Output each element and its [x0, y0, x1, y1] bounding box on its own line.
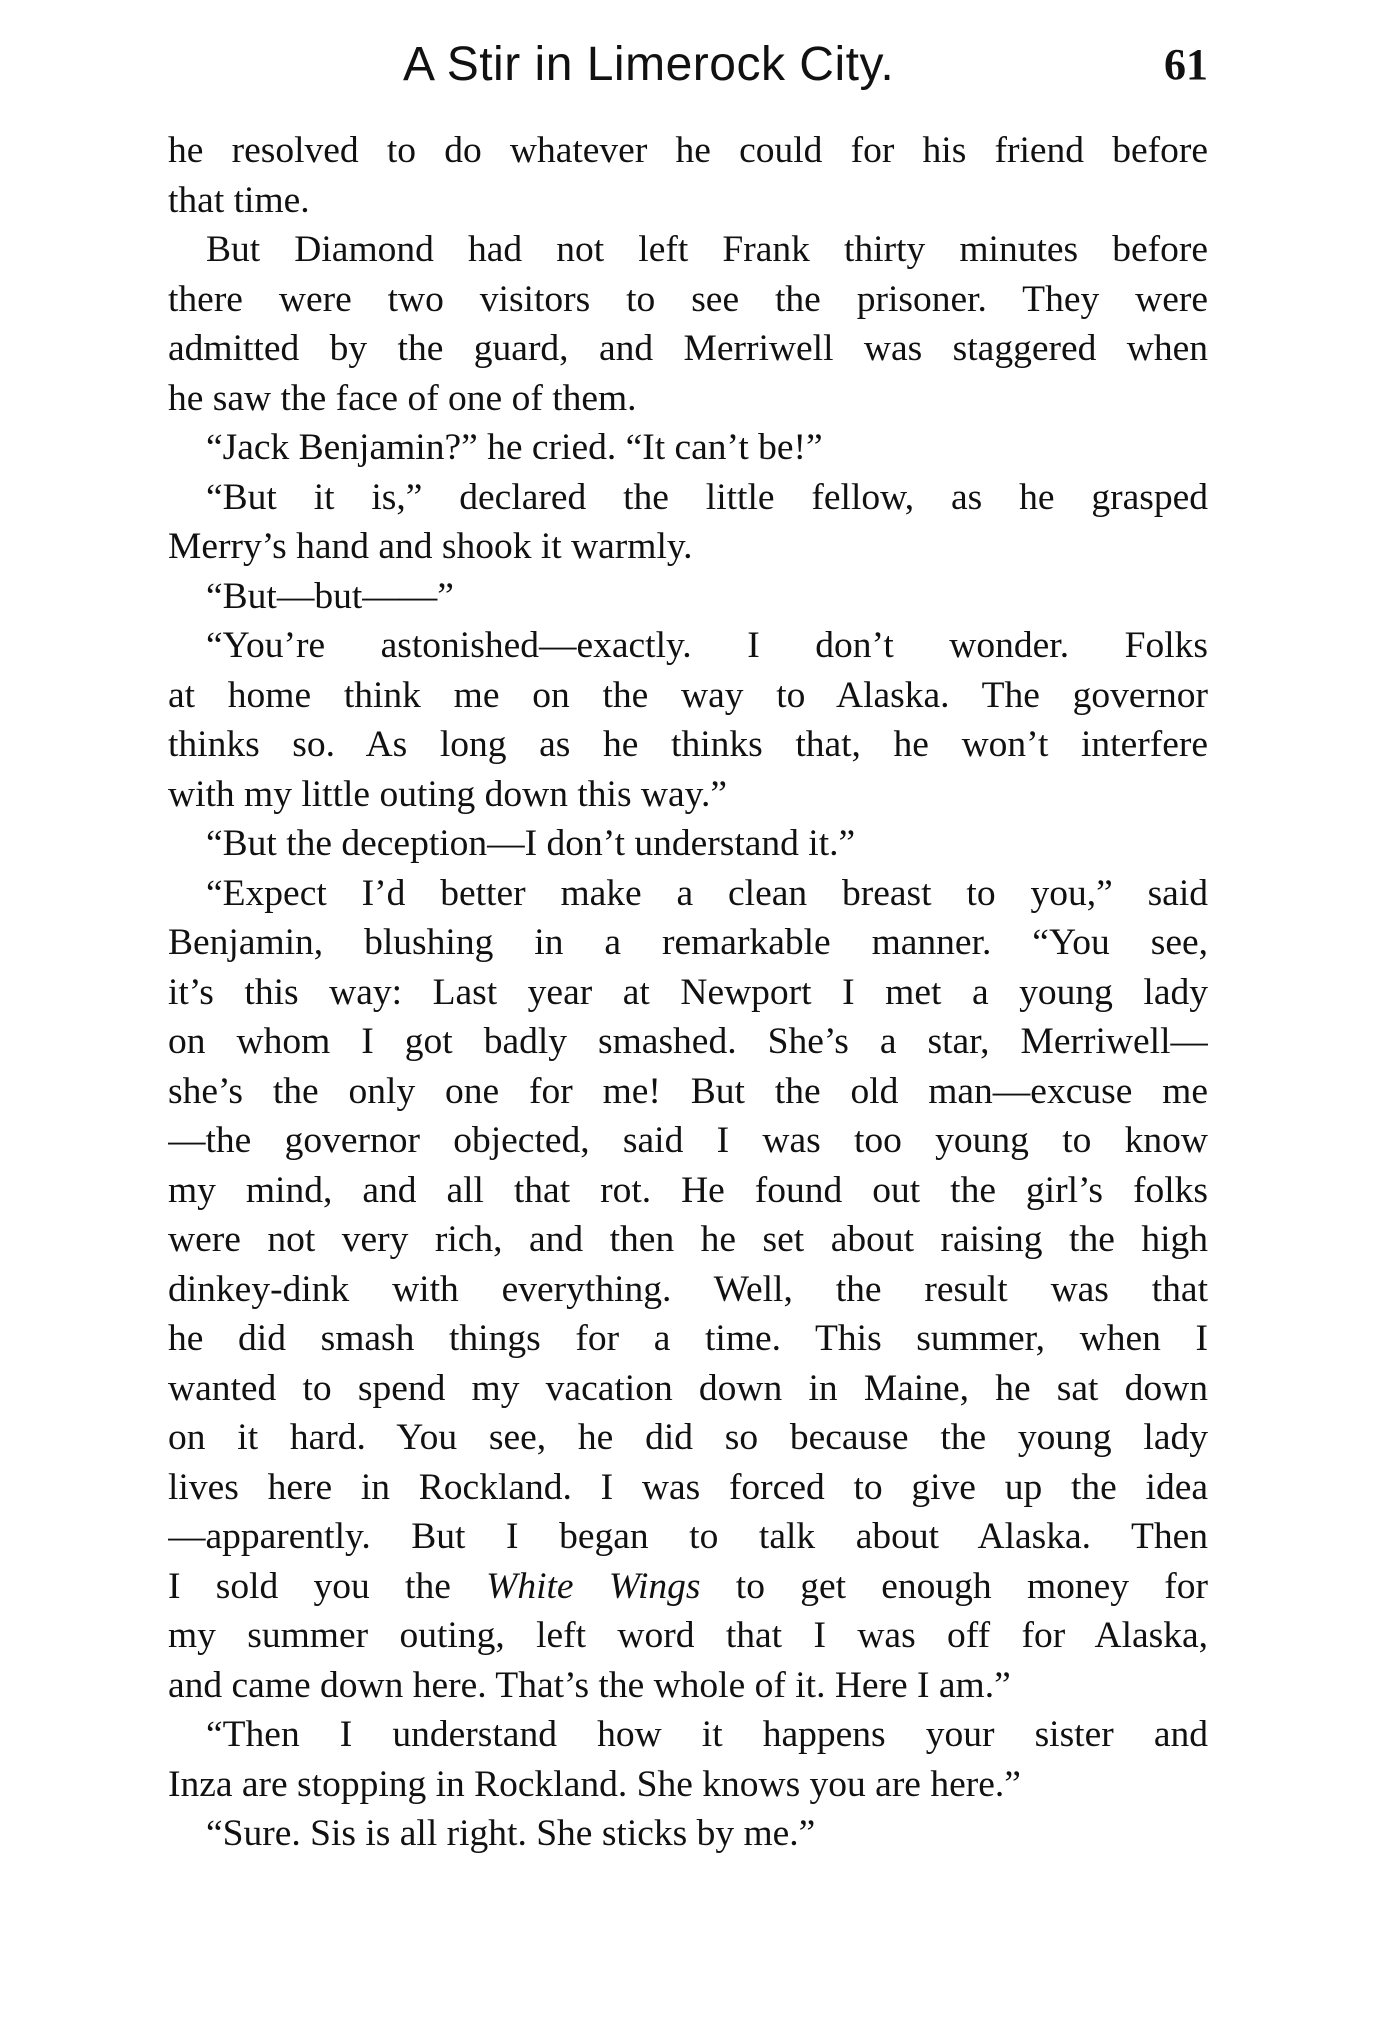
text-line: —apparently. But I began to talk about Alaska. Then [168, 1516, 1208, 1557]
text-line: that time. [168, 179, 310, 221]
paragraph-1 [168, 126, 1208, 225]
text-fragment: to get enough money for [700, 1565, 1208, 1607]
paragraph-2 [168, 225, 1208, 423]
text-line: Inza are stopping in Rockland. She knows you are here.” [168, 1763, 1021, 1805]
text-line: “But it is,” declared the little fellow, as he grasped [206, 476, 1208, 518]
text-line: “Then I understand how it happens your sister and [206, 1714, 1208, 1755]
text-line: thinks so. As long as he thinks that, he won’t interfere [168, 724, 1208, 765]
italic-boat-name: White Wings [486, 1565, 701, 1607]
text-line: it’s this way: Last year at Newport I met a young lady [168, 971, 1208, 1013]
text-line: But Diamond had not left Frank thirty minutes before [206, 229, 1208, 270]
text-line: dinkey-dink with everything. Well, the result was that [168, 1268, 1208, 1310]
text-line: —the governor objected, said I was too young to know [168, 1120, 1208, 1161]
paragraph-9 [168, 1710, 1208, 1809]
text-line: at home think me on the way to Alaska. The governor [168, 674, 1208, 716]
text-line: admitted by the guard, and Merriwell was staggered when [168, 328, 1208, 369]
text-fragment: I sold you the [168, 1565, 487, 1607]
paragraph-5 [168, 572, 1208, 622]
text-line-with-italic [168, 1562, 1208, 1612]
text-line: were not very rich, and then he set about raising the high [168, 1219, 1208, 1260]
text-line: my mind, and all that rot. He found out the girl’s folks [168, 1169, 1208, 1211]
text-line: he saw the face of one of them. [168, 377, 637, 419]
text-line: there were two visitors to see the prisoner. They were [168, 278, 1208, 320]
page-number: 61 [1164, 40, 1208, 89]
running-head [168, 30, 1208, 110]
paragraph-4 [168, 473, 1208, 572]
text-line: on it hard. You see, he did so because the young lady [168, 1417, 1208, 1458]
text-line: Benjamin, blushing in a remarkable manner. “You see, [168, 922, 1208, 963]
paragraph-10 [168, 1809, 1208, 1859]
text-line: my summer outing, left word that I was off for Alaska, [168, 1615, 1208, 1656]
text-line: wanted to spend my vacation down in Maine, he sat down [168, 1367, 1208, 1409]
paragraph-8 [168, 869, 1208, 1711]
text-line: “But—but——” [206, 575, 454, 617]
text-line: he resolved to do whatever he could for his friend before [168, 130, 1208, 171]
text-line: he did smash things for a time. This summer, when I [168, 1318, 1208, 1359]
text-line: she’s the only one for me! But the old man—excuse me [168, 1070, 1208, 1112]
text-line: Merry’s hand and shook it warmly. [168, 526, 693, 567]
text-line: with my little outing down this way.” [168, 773, 727, 815]
text-line: and came down here. That’s the whole of it. Here I am.” [168, 1664, 1011, 1706]
text-line: “Sure. Sis is all right. She sticks by me.” [206, 1813, 816, 1854]
text-line: lives here in Rockland. I was forced to give up the idea [168, 1466, 1208, 1508]
body-text [168, 126, 1208, 1859]
text-line: on whom I got badly smashed. She’s a star, Merriwell— [168, 1021, 1208, 1062]
paragraph-7 [168, 819, 1208, 869]
text-line: “But the deception—I don’t understand it.” [206, 823, 856, 864]
running-title: A Stir in Limerock City. [403, 38, 895, 91]
text-line: “Jack Benjamin?” he cried. “It can’t be!” [206, 427, 823, 468]
paragraph-6 [168, 621, 1208, 819]
text-line: “You’re astonished—exactly. I don’t wonder. Folks [206, 625, 1208, 666]
paragraph-3 [168, 423, 1208, 473]
text-line: “Expect I’d better make a clean breast to you,” said [206, 872, 1208, 914]
